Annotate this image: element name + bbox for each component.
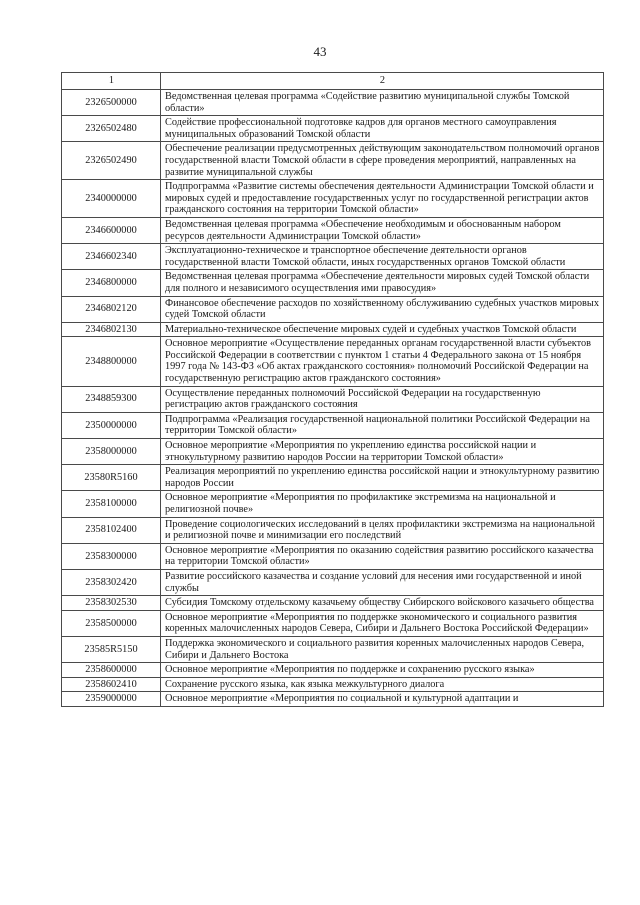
table-row — [62, 636, 604, 662]
row-code: 2358102400 — [62, 517, 161, 543]
table-row — [62, 296, 604, 322]
row-description: Подпрограмма «Реализация государственной национальной политики Российской Федерации на территории Томской области» — [161, 412, 604, 438]
table-row — [62, 465, 604, 491]
table-row — [62, 116, 604, 142]
row-code: 2358600000 — [62, 663, 161, 678]
row-description: Сохранение русского языка, как языка межкультурного диалога — [161, 677, 604, 692]
row-description: Проведение социологических исследований в целях профилактики экстремизма на национальной и религиозной почве и минимизации его последствий — [161, 517, 604, 543]
row-description: Поддержка экономического и социального развития коренных малочисленных народов Севера, Сибири и Дальнего Востока — [161, 636, 604, 662]
row-description: Финансовое обеспечение расходов по хозяйственному обслуживанию судебных участков мировых судей Томской области — [161, 296, 604, 322]
table-row — [62, 663, 604, 678]
row-description: Обеспечение реализации предусмотренных действующим законодательством полномочий органов государственной власти Томской области в сфере проведения мероприятий, направленных на развитие муниципальной службы — [161, 142, 604, 180]
row-code: 2358100000 — [62, 491, 161, 517]
row-code: 2359000000 — [62, 692, 161, 707]
table-row — [62, 439, 604, 465]
row-description: Реализация мероприятий по укреплению единства российской нации и этнокультурному развитию народов России — [161, 465, 604, 491]
table-row — [62, 337, 604, 386]
table-row — [62, 610, 604, 636]
row-description: Ведомственная целевая программа «Обеспечение необходимым и обоснованным набором ресурсов деятельности Администрации Томской области» — [161, 217, 604, 243]
row-description: Ведомственная целевая программа «Обеспечение деятельности мировых судей Томской области для полного и независимого осуществления ими правосудия» — [161, 270, 604, 296]
row-code: 2358300000 — [62, 543, 161, 569]
table-row — [62, 322, 604, 337]
row-description: Эксплуатационно-техническое и транспортное обеспечение деятельности органов государственной власти Томской области, иных государственных органов Томской области — [161, 244, 604, 270]
table-row — [62, 142, 604, 180]
row-description: Содействие профессиональной подготовке кадров для органов местного самоуправления муниципальных образований Томской области — [161, 116, 604, 142]
table-row — [62, 491, 604, 517]
row-code: 2346602340 — [62, 244, 161, 270]
table-row — [62, 543, 604, 569]
row-code: 2358302420 — [62, 569, 161, 595]
row-description: Материально-техническое обеспечение мировых судей и судебных участков Томской области — [161, 322, 604, 337]
row-code: 2348859300 — [62, 386, 161, 412]
row-description: Основное мероприятие «Осуществление переданных органам государственной власти субъектов Российской Федерации в соответствии с пунктом 1 статьи 4 Федерального закона от 15 ноября 1997 года № 143-ФЗ «Об актах гражданского состояния» полномочий Российской Федерации на государственную регистрацию актов гражданского состояния» — [161, 337, 604, 386]
row-description: Осуществление переданных полномочий Российской Федерации на государственную регистрацию актов гражданского состояния — [161, 386, 604, 412]
row-description: Основное мероприятие «Мероприятия по поддержке экономического и социального развития коренных малочисленных народов Севера, Сибири и Дальнего Востока Российской Федерации» — [161, 610, 604, 636]
column-header-description: 2 — [161, 73, 604, 90]
row-code: 2358500000 — [62, 610, 161, 636]
row-description: Подпрограмма «Развитие системы обеспечения деятельности Администрации Томской области и мировых судей и предоставление государственных услуг по государственной регистрации актов гражданского состояния на территории Томской области» — [161, 180, 604, 218]
table-row — [62, 412, 604, 438]
row-code: 2326500000 — [62, 90, 161, 116]
table-row — [62, 270, 604, 296]
row-code: 2358602410 — [62, 677, 161, 692]
column-header-code: 1 — [62, 73, 161, 90]
row-code: 2358302530 — [62, 596, 161, 611]
table-row — [62, 386, 604, 412]
table-row — [62, 90, 604, 116]
page-number: 43 — [313, 44, 327, 59]
row-code: 2340000000 — [62, 180, 161, 218]
row-code: 2346600000 — [62, 217, 161, 243]
row-description: Основное мероприятие «Мероприятия по социальной и культурной адаптации и — [161, 692, 604, 707]
table-row — [62, 244, 604, 270]
row-code: 2350000000 — [62, 412, 161, 438]
table-row — [62, 217, 604, 243]
row-code: 2348800000 — [62, 337, 161, 386]
table-row — [62, 180, 604, 218]
table-row — [62, 569, 604, 595]
row-description: Развитие российского казачества и создание условий для несения ими государственной и иной службы — [161, 569, 604, 595]
row-code: 2326502490 — [62, 142, 161, 180]
table-row — [62, 517, 604, 543]
row-code: 2326502480 — [62, 116, 161, 142]
row-code: 2346802130 — [62, 322, 161, 337]
table-row — [62, 596, 604, 611]
row-description: Ведомственная целевая программа «Содействие развитию муниципальной службы Томской области» — [161, 90, 604, 116]
row-description: Основное мероприятие «Мероприятия по оказанию содействия развитию российского казачества на территории Томской области» — [161, 543, 604, 569]
table-header-row — [62, 73, 604, 90]
row-description: Субсидия Томскому отдельскому казачьему обществу Сибирского войскового казачьего общества — [161, 596, 604, 611]
row-code: 2346800000 — [62, 270, 161, 296]
budget-classification-table — [61, 72, 604, 707]
row-description: Основное мероприятие «Мероприятия по поддержке и сохранению русского языка» — [161, 663, 604, 678]
row-description: Основное мероприятие «Мероприятия по профилактике экстремизма на национальной и религиозной почве» — [161, 491, 604, 517]
row-code: 23585R5150 — [62, 636, 161, 662]
row-description: Основное мероприятие «Мероприятия по укреплению единства российской нации и этнокультурному развитию народов России на территории Томской области» — [161, 439, 604, 465]
table-row — [62, 677, 604, 692]
table-body — [62, 90, 604, 707]
row-code: 2358000000 — [62, 439, 161, 465]
row-code: 2346802120 — [62, 296, 161, 322]
row-code: 23580R5160 — [62, 465, 161, 491]
table-row — [62, 692, 604, 707]
